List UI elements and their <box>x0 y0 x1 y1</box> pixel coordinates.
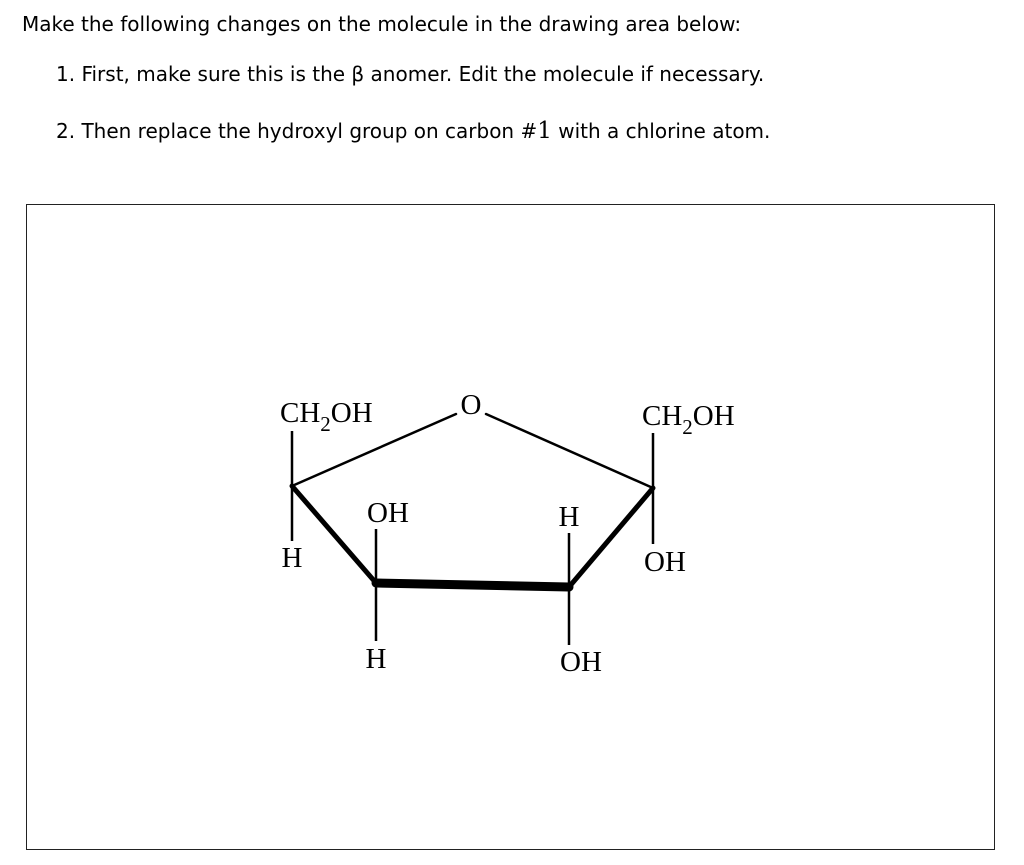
step-2-number: 2. <box>56 119 76 143</box>
c5-ch2oh-tail: OH <box>330 397 373 429</box>
step-1-text: First, make sure this is the β anomer. Edit the molecule if necessary. <box>81 62 765 86</box>
instructions-intro: Make the following changes on the molecule in the drawing area below: <box>22 12 742 36</box>
step-2-carbon-number: 1 <box>537 118 552 144</box>
step-1-number: 1. <box>56 62 76 86</box>
bond-o-c2[interactable] <box>486 414 653 488</box>
drawing-area[interactable] <box>26 204 995 850</box>
atom-c4-oh[interactable]: OH <box>367 497 409 529</box>
atom-c5-h[interactable]: H <box>281 542 303 574</box>
c2-ch2oh-tail: OH <box>692 400 735 432</box>
molecule-drawing[interactable] <box>1 1 1024 865</box>
step-2-text-before: Then replace the hydroxyl group on carbon # <box>81 119 538 143</box>
bond-c2-c3[interactable] <box>569 488 653 587</box>
bond-c4-c5[interactable] <box>292 486 376 583</box>
step-2-text-after: with a chlorine atom. <box>551 119 771 143</box>
c5-ch2oh-sub: 2 <box>320 412 331 436</box>
atom-c3-h[interactable]: H <box>558 501 580 533</box>
bond-c3-c4[interactable] <box>376 583 569 587</box>
c5-ch2oh-main: CH <box>280 397 321 429</box>
atom-c5-ch2oh[interactable] <box>280 397 373 436</box>
atom-c2-oh[interactable]: OH <box>644 546 686 578</box>
atom-c2-ch2oh[interactable] <box>642 400 735 439</box>
c2-ch2oh-main: CH <box>642 400 683 432</box>
c2-ch2oh-sub: 2 <box>682 415 693 439</box>
atom-c3-oh[interactable]: OH <box>560 646 602 678</box>
atom-ring-oxygen[interactable]: O <box>460 389 482 421</box>
atom-c4-h[interactable]: H <box>365 643 387 675</box>
